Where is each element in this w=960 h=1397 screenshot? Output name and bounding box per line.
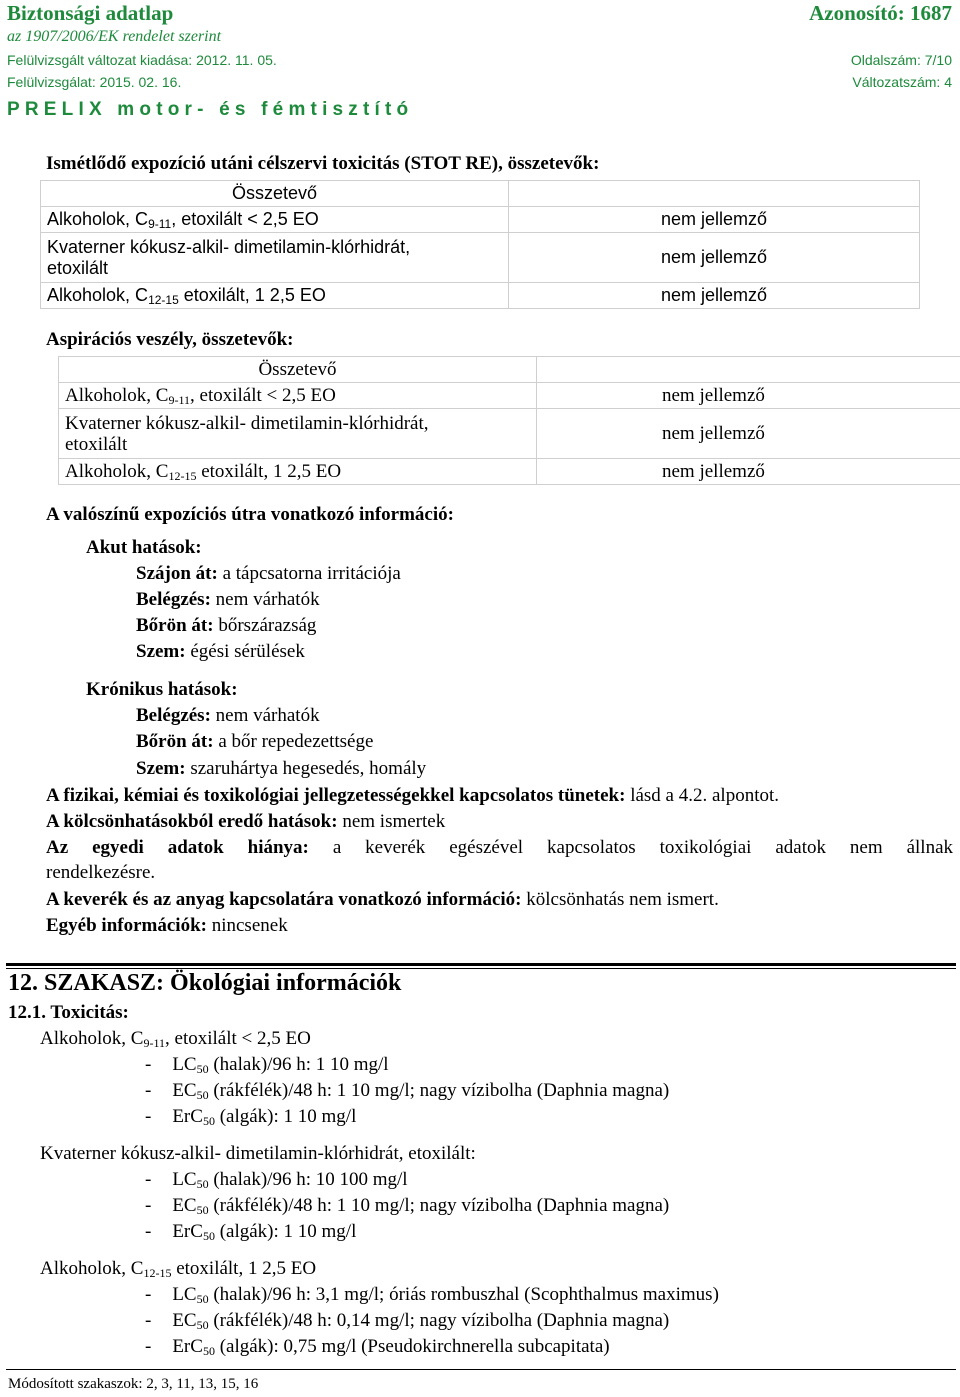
- table-row: Kvaterner kókusz-alkil- dimetilamin-klórhidrát, etoxilált nem jellemző: [59, 409, 960, 459]
- toxicity-item: - ErC$_{50}$ (algák): 1 10 mg/l: [145, 1106, 357, 1128]
- stot-heading: Ismétlődő expozíció utáni célszervi toxicitás (STOT RE), összetevők:: [46, 153, 600, 174]
- regulation-reference: az 1907/2006/EK rendelet szerint: [7, 28, 222, 45]
- substance-name: Kvaterner kókusz-alkil- dimetilamin-klórhidrát, etoxilált:: [40, 1143, 476, 1164]
- acute-item: Szem: égési sérülések: [136, 641, 305, 662]
- section-divider: [6, 963, 956, 966]
- stot-col-header: Összetevő: [41, 181, 509, 207]
- symptoms-line: A fizikai, kémiai és toxikológiai jellegzetességekkel kapcsolatos tünetek: lásd a 4.2. alpontot.: [46, 785, 780, 806]
- chronic-item: Szem: szaruhártya hegesedés, homály: [136, 758, 427, 779]
- footer-divider: [6, 1369, 956, 1370]
- toxicity-item: - ErC$_{50}$ (algák): 0,75 mg/l (Pseudokirchnerella subcapitata): [145, 1336, 610, 1358]
- toxicity-item: - ErC$_{50}$ (algák): 1 10 mg/l: [145, 1221, 357, 1243]
- acute-heading: Akut hatások:: [86, 537, 202, 558]
- aspiration-col-header: Összetevő: [59, 357, 537, 383]
- missing-data-line-2: rendelkezésre.: [46, 862, 156, 883]
- substance-name: Alkoholok, $C_{9-11}$, etoxilált < 2,5 EO: [40, 1028, 311, 1050]
- page-number: Oldalszám: 7/10: [850, 52, 952, 68]
- product-name: PRELIX motor- és fémtisztító: [7, 99, 414, 120]
- interactions-line: A kölcsönhatásokból eredő hatások: nem ismertek: [46, 811, 446, 832]
- document-id: Azonosító: 1687: [809, 1, 952, 25]
- chronic-item: Bőrön át: a bőr repedezettsége: [136, 731, 374, 752]
- acute-item: Belégzés: nem várhatók: [136, 589, 320, 610]
- section-divider-thin: [6, 968, 956, 969]
- document-title: Biztonsági adatlap: [7, 1, 174, 25]
- aspiration-value: nem jellemző: [537, 459, 960, 485]
- toxicity-item: - $LC_{50}$ (halak)/96 h: 3,1 mg/l; óriás rombuszhal (Scophthalmus maximus): [145, 1284, 719, 1306]
- chronic-heading: Krónikus hatások:: [86, 679, 238, 700]
- missing-data-line: Az egyedi adatok hiánya: a keverék egészével kapcsolatos toxikológiai adatok nem állnak: [46, 837, 953, 858]
- section12-title: 12. SZAKASZ: Ökológiai információk: [8, 970, 402, 996]
- acute-item: Bőrön át: bőrszárazság: [136, 615, 317, 636]
- stot-value: nem jellemző: [509, 207, 920, 233]
- table-row: Alkoholok, $C_{12-15}$ etoxilált, 1 2,5 EO nem jellemző: [41, 283, 920, 309]
- toxicity-item: - $LC_{50}$ (halak)/96 h: 10 100 mg/l: [145, 1169, 408, 1191]
- aspiration-table: [58, 356, 960, 485]
- toxicity-item: - $LC_{50}$ (halak)/96 h: 1 10 mg/l: [145, 1054, 389, 1076]
- table-row: Alkoholok, $C_{12-15}$ etoxilált, 1 2,5 EO nem jellemző: [59, 459, 960, 485]
- acute-item: Szájon át: a tápcsatorna irritációja: [136, 563, 401, 584]
- review-date: Felülvizsgálat: 2015. 02. 16.: [7, 74, 182, 90]
- stot-value: nem jellemző: [509, 233, 920, 283]
- substance-name: Alkoholok, $C_{12-15}$ etoxilált, 1 2,5 EO: [40, 1258, 317, 1280]
- stot-table: [40, 180, 920, 309]
- toxicity-item: - $EC_{50}$ (rákfélék)/48 h: 1 10 mg/l; nagy vízibolha (Daphnia magna): [145, 1080, 670, 1102]
- exposure-heading: A valószínű expozíciós útra vonatkozó információ:: [46, 504, 454, 525]
- aspiration-heading: Aspirációs veszély, összetevők:: [46, 329, 294, 350]
- toxicity-item: - $EC_{50}$ (rákfélék)/48 h: 1 10 mg/l; nagy vízibolha (Daphnia magna): [145, 1195, 670, 1217]
- chronic-item: Belégzés: nem várhatók: [136, 705, 320, 726]
- aspiration-value: nem jellemző: [537, 409, 960, 459]
- toxicity-item: - $EC_{50}$ (rákfélék)/48 h: 0,14 mg/l; nagy vízibolha (Daphnia magna): [145, 1310, 670, 1332]
- modified-sections: Módosított szakaszok: 2, 3, 11, 13, 15, 16: [8, 1376, 259, 1392]
- mixture-line: A keverék és az anyag kapcsolatára vonatkozó információ: kölcsönhatás nem ismert.: [46, 889, 719, 910]
- aspiration-value: nem jellemző: [537, 383, 960, 409]
- table-row: Alkoholok, $C_{9-11}$, etoxilált < 2,5 EO nem jellemző: [59, 383, 960, 409]
- version-number: Változatszám: 4: [852, 74, 952, 90]
- other-info-line: Egyéb információk: nincsenek: [46, 915, 288, 936]
- section12-subsection: 12.1. Toxicitás:: [8, 1002, 129, 1023]
- table-row: Kvaterner kókusz-alkil- dimetilamin-klórhidrát, etoxilált nem jellemző: [41, 233, 920, 283]
- revised-issue-date: Felülvizsgált változat kiadása: 2012. 11. 05.: [7, 52, 277, 68]
- table-row: Alkoholok, $C_{9-11}$, etoxilált < 2,5 EO nem jellemző: [41, 207, 920, 233]
- stot-value: nem jellemző: [509, 283, 920, 309]
